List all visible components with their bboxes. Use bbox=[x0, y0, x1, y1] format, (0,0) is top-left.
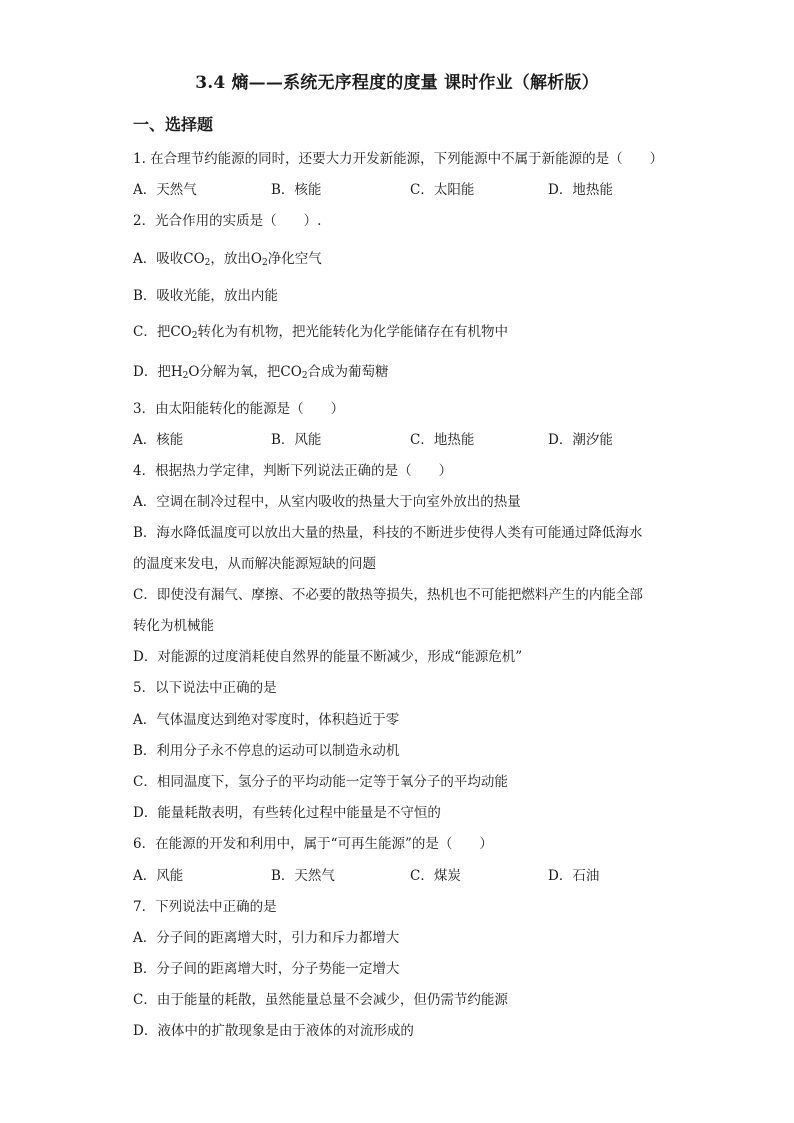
option-d-text-mid: O分解为氧，把CO bbox=[188, 364, 302, 380]
option-a-text-post: 净化空气 bbox=[267, 251, 322, 267]
subscript: 2 bbox=[261, 258, 268, 268]
question-2-option-d bbox=[133, 363, 389, 381]
option-b: B．天然气 bbox=[271, 868, 335, 884]
option-c: C．太阳能 bbox=[410, 182, 475, 198]
option-b: B．风能 bbox=[271, 432, 322, 448]
option-b: B．核能 bbox=[271, 182, 322, 198]
question-5-option-b: B．利用分子永不停息的运动可以制造永动机 bbox=[133, 743, 400, 759]
question-6-stem: 6．在能源的开发和利用中，属于“可再生能源”的是（ ） bbox=[133, 836, 493, 852]
option-d-text-post: 合成为葡萄糖 bbox=[307, 364, 389, 380]
option-d-text: D．把H bbox=[133, 364, 183, 380]
question-7-option-d: D．液体中的扩散现象是由于液体的对流形成的 bbox=[133, 1023, 414, 1039]
subscript: 2 bbox=[204, 258, 211, 268]
question-3-stem: 3．由太阳能转化的能源是（ ） bbox=[133, 401, 345, 417]
question-6-options bbox=[133, 867, 693, 885]
page-title: 3.4 熵——系统无序程度的度量 课时作业（解析版） bbox=[195, 73, 599, 93]
option-c: C．地热能 bbox=[410, 432, 475, 448]
question-5-option-a: A．气体温度达到绝对零度时，体积趋近于零 bbox=[133, 712, 400, 728]
option-a-text-mid: ，放出O bbox=[210, 251, 262, 267]
subscript: 2 bbox=[301, 371, 308, 381]
section-heading: 一、选择题 bbox=[133, 115, 214, 134]
option-d: D．石油 bbox=[548, 868, 600, 884]
question-2-option-a bbox=[133, 250, 322, 268]
option-a-text: A．吸收CO bbox=[133, 251, 205, 267]
option-a: A．天然气 bbox=[133, 182, 197, 198]
option-c: C．煤炭 bbox=[410, 868, 461, 884]
option-a: A．核能 bbox=[133, 432, 184, 448]
question-4-option-b-line-2: 的温度来发电，从而解决能源短缺的问题 bbox=[133, 556, 376, 572]
question-2-stem: 2．光合作用的实质是（ ）. bbox=[133, 213, 322, 229]
option-c-text-post: 转化为有机物，把光能转化为化学能储存在有机物中 bbox=[197, 324, 508, 340]
question-2-option-c bbox=[133, 323, 508, 341]
question-5-option-d: D．能量耗散表明，有些转化过程中能量是不守恒的 bbox=[133, 805, 441, 821]
question-4-option-a: A．空调在制冷过程中，从室内吸收的热量大于向室外放出的热量 bbox=[133, 494, 521, 510]
option-c-text: C．把CO bbox=[133, 324, 192, 340]
question-3-options bbox=[133, 431, 693, 449]
question-4-option-c-line-1: C．即使没有漏气、摩擦、不必要的散热等损失，热机也不可能把燃料产生的内能全部 bbox=[133, 587, 643, 603]
question-2-option-b: B．吸收光能，放出内能 bbox=[133, 288, 278, 304]
question-4-option-c-line-2: 转化为机械能 bbox=[133, 618, 214, 634]
subscript: 2 bbox=[182, 371, 189, 381]
question-7-option-b: B．分子间的距离增大时，分子势能一定增大 bbox=[133, 961, 400, 977]
question-4-stem: 4．根据热力学定律，判断下列说法正确的是（ ） bbox=[133, 463, 453, 479]
question-5-stem: 5．以下说法中正确的是 bbox=[133, 680, 277, 696]
question-1-stem: 1. 在合理节约能源的同时，还要大力开发新能源，下列能源中不属于新能源的是（ ） bbox=[133, 151, 664, 167]
question-7-option-a: A．分子间的距离增大时，引力和斥力都增大 bbox=[133, 930, 400, 946]
question-4-option-d: D．对能源的过度消耗使自然界的能量不断减少，形成“能源危机” bbox=[133, 649, 523, 665]
question-1-options bbox=[133, 181, 693, 199]
question-7-option-c: C．由于能量的耗散，虽然能量总量不会减少，但仍需节约能源 bbox=[133, 992, 508, 1008]
option-d: D．地热能 bbox=[548, 182, 613, 198]
subscript: 2 bbox=[191, 331, 198, 341]
question-5-option-c: C．相同温度下，氢分子的平均动能一定等于氧分子的平均动能 bbox=[133, 774, 508, 790]
question-4-option-b-line-1: B．海水降低温度可以放出大量的热量，科技的不断进步使得人类有可能通过降低海水 bbox=[133, 525, 643, 541]
question-7-stem: 7．下列说法中正确的是 bbox=[133, 899, 277, 915]
option-a: A．风能 bbox=[133, 868, 184, 884]
option-d: D．潮汐能 bbox=[548, 432, 613, 448]
